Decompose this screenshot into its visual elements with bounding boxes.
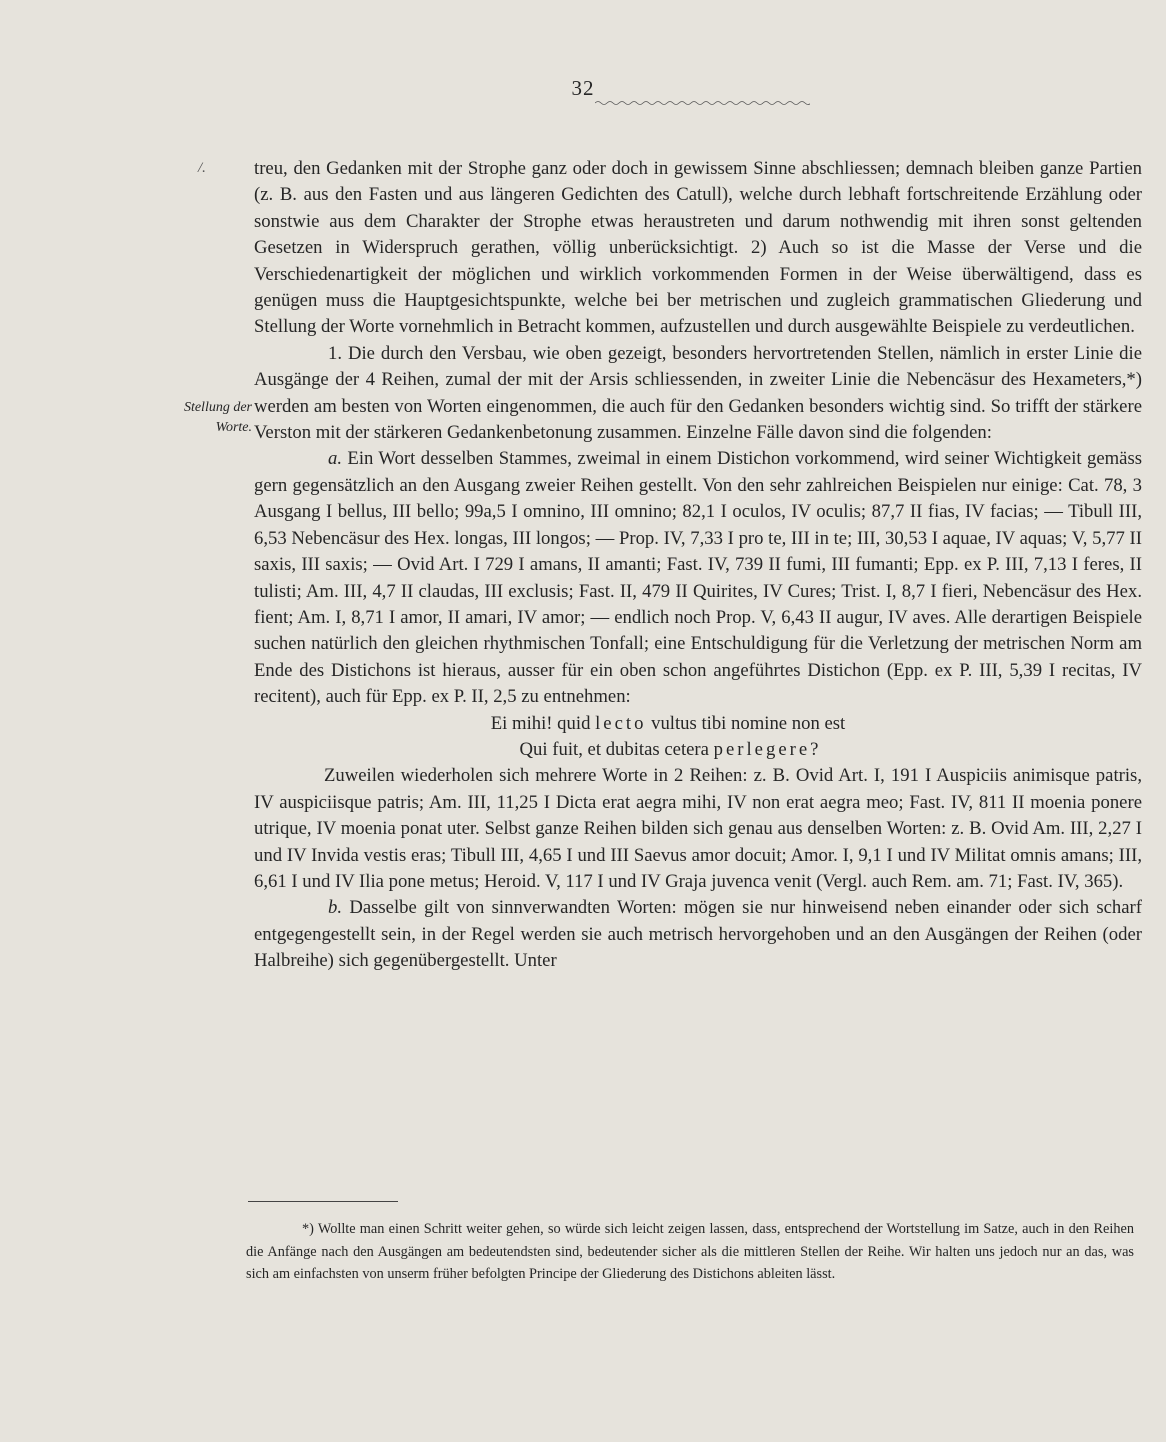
verse-quotation (254, 711, 1142, 764)
paragraph-b (254, 895, 1142, 974)
paragraph-a (254, 446, 1142, 710)
wavy-ornament (595, 100, 810, 106)
repetition-paragraph: Zuweilen wiederholen sich mehrere Worte in 2 Reihen: z. B. Ovid Art. I, 191 I Auspiciis animisque patris, IV auspiciisque patris; Am. III, 11,25 I Dicta erat aegra mihi, IV non erat aegra meo; Fast. IV, 811 II moenia ponere utrique, IV moenia ponat uter. Selbst ganze Reihen bilden sich genau aus denselben Worten: z. B. Ovid Am. III, 2,27 I und IV Invida vestis eras; Tibull III, 4,65 I und III Saevus amor docuit; Amor. I, 9,1 I und IV Militat omnis amans; III, 6,61 I und IV Ilia pone metus; Heroid. V, 117 I und IV Graja juvenca venit (Vergl. auch Rem. am. 71; Fast. IV, 365). (254, 765, 1142, 892)
verse-text: Ei mihi! quid (490, 712, 591, 734)
marginal-note-line: Worte. (215, 420, 252, 435)
footnote (246, 1218, 1134, 1286)
verse-text: Qui fuit, et dubitas cetera (519, 738, 709, 760)
verse-line-2 (254, 737, 1142, 763)
section-1-paragraph: 1. Die durch den Versbau, wie oben gezeigt, besonders hervortretenden Stellen, nämlich in erster Linie die Ausgänge der 4 Reihen, zumal der mit der Arsis schliessenden, in zweiter Linie die Nebencäsur des Hexameters,*) werden am besten von Worten eingenommen, die auch für den Gedanken besonders wichtig sind. So trifft der stärkere Verston mit der stärkeren Gedankenbetonung zusammen. Einzelne Fälle davon sind die folgenden: (254, 342, 1142, 444)
verse-line-1 (254, 711, 1142, 737)
marginal-note-line: Stellung der (183, 400, 252, 415)
main-text (254, 156, 1142, 975)
paragraph-b-text: Dasselbe gilt von sinnverwandten Worten: mögen sie nur hinweisend neben einander oder sich scharf entgegengestellt sein, in der Regel werden sie auch metrisch hervorgehoben und an den Ausgängen der Reihen (oder Halbreihe) sich gegenübergestellt. Unter (254, 897, 1142, 972)
verse-spaced-word: lecto (595, 712, 647, 734)
paragraph-b-label: b. (328, 897, 343, 919)
paragraph-a-label: a. (328, 448, 343, 470)
verse-text: vultus tibi nomine non est (651, 712, 846, 734)
verse-spaced-word: perlegere? (713, 738, 822, 760)
intro-paragraph: treu, den Gedanken mit der Strophe ganz oder doch in gewissem Sinne abschliessen; demnach bleiben ganze Partien (z. B. aus den Fasten und aus längeren Gedichten des Catull), welche durch lebhaft fortschreitende Erzählung oder sonstwie aus dem Charakter der Strophe etwas heraustreten und darum nothwendig mit ihren sonst geltenden Gesetzen in Widerspruch gerathen, völlig unberücksichtigt. 2) Auch so ist die Masse der Verse und die Verschiedenartigkeit der möglichen und wirklich vorkommenden Formen in der Weise überwältigend, dass es genügen muss die Hauptgesichtspunkte, welche bei ber metrischen und zugleich grammatischen Gliederung und Stellung der Worte vornehmlich in Betracht kommen, aufzustellen und durch ausgewählte Beispiele zu verdeutlichen. (254, 158, 1142, 338)
page-number: 32 (571, 76, 595, 100)
footnote-text: *) Wollte man einen Schritt weiter gehen, so würde sich leicht zeigen lassen, dass, entsprechend der Wortstellung im Satze, auch in den Reihen die Anfänge nach den Ausgängen am bedeutendsten sind, bedeutender sicher als die mittleren Stellen der Reihe. Wir halten uns jedoch nur an das, was sich am einfachsten von unserm früher befolgten Principe der Gliederung des Distichons ableiten lässt. (246, 1221, 1134, 1282)
marginal-note (144, 398, 252, 438)
paragraph-a-text: Ein Wort desselben Stammes, zweimal in einem Distichon vorkommend, wird seiner Wichtigkeit gemäss gern gegensätzlich an den Ausgang zweier Reihen gestellt. Von den sehr zahlreichen Beispielen nur einige: Cat. 78, 3 Ausgang I bellus, III bello; 99a,5 I omnino, III omnino; 82,1 I oculos, IV oculis; 87,7 II fias, IV facias; — Tibull III, 6,53 Nebencäsur des Hex. longas, III longos; — Prop. IV, 7,33 I pro te, III in te; III, 30,53 I aquae, IV aquas; V, 5,77 II saxis, III saxis; — Ovid Art. I 729 I amans, II amanti; Fast. IV, 739 II fumi, III fumanti; Epp. ex P. III, 7,13 I feres, II tulisti; Am. III, 4,7 II claudas, III exclusis; Fast. II, 479 II Quirites, IV Cures; Trist. I, 8,7 I fieri, Nebencäsur des Hex. fient; Am. I, 8,71 I amor, II amari, IV amor; — endlich noch Prop. V, 6,43 II augur, IV aves. Alle derartigen Beispiele suchen natürlich den gleichen rhythmischen Tonfall; eine Entschuldigung für die Verletzung der metrischen Norm am Ende des Distichons ist hieraus, ausser für ein oben schon angeführtes Distichon (Epp. ex P. III, 5,39 I recitas, IV recitent), auch für Epp. ex P. II, 2,5 zu entnehmen: (254, 448, 1142, 708)
margin-mark: /. (198, 160, 206, 176)
footnote-rule (248, 1201, 398, 1202)
